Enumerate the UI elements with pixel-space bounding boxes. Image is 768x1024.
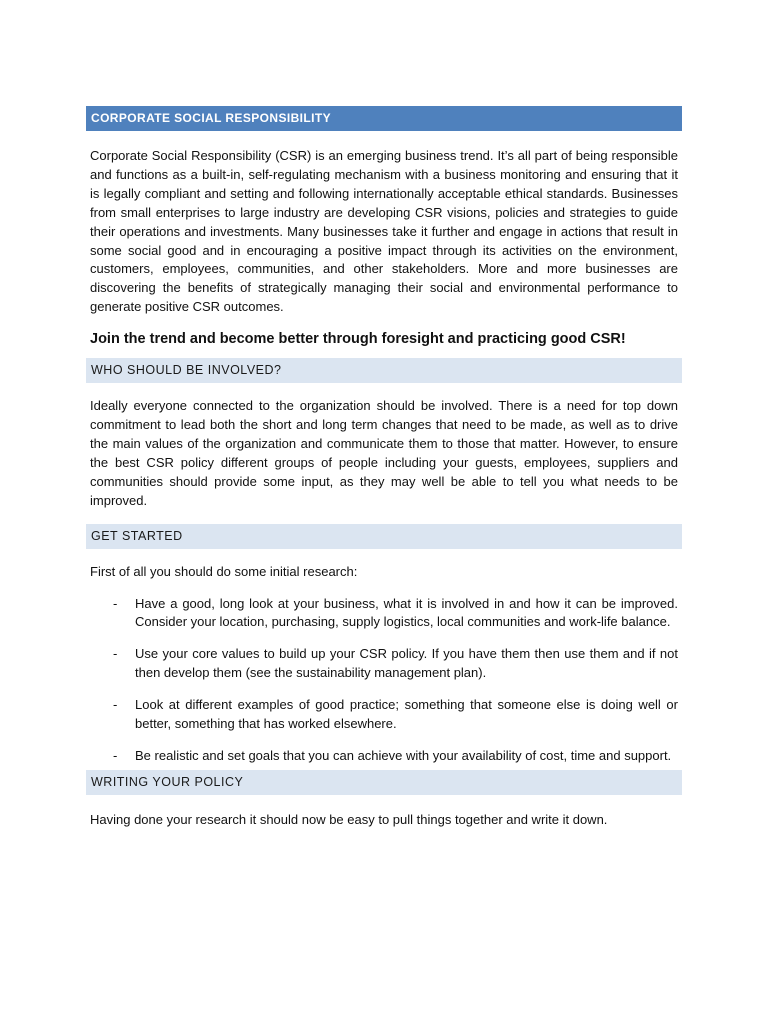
who-paragraph: Ideally everyone connected to the organization should be involved. There is a need for top down commitment to lead both the short and long term changes that need to be made, as well as to drive the main values of the organization and communicate them to those that matter. However, to ensure the best CSR policy different groups of people including your guests, employees, suppliers and communities should provide some input, as they may well be able to tell you what needs to be improved. (90, 398, 678, 508)
get-started-intro: First of all you should do some initial research: (90, 563, 358, 579)
bullet-dash: - (113, 747, 118, 763)
bullet-dash: - (113, 697, 118, 713)
section-heading-writing: WRITING YOUR POLICY (86, 770, 682, 795)
section-heading-who: WHO SHOULD BE INVOLVED? (86, 358, 682, 383)
document-page (86, 106, 682, 830)
section-heading-get-started: GET STARTED (86, 524, 682, 549)
csr-paragraph: Corporate Social Responsibility (CSR) is an emerging business trend. It’s all part of being responsible and functions as a built-in, self-regulating mechanism with a business monitoring and ensuring that it is legally compliant and setting and following internationally acceptable ethical standards. Businesses from small enterprises to large industry are developing CSR visions, policies and strategies to guide their operations and investments. Many businesses take it further and engage in actions that result in some social good and in encouraging a positive impact through its activities on the environment, customers, employees, communities, and other stakeholders. More and more businesses are discovering the benefits of strategically managing their social and environmental performance to generate positive CSR outcomes. (90, 148, 678, 315)
section-heading-csr: CORPORATE SOCIAL RESPONSIBILITY (86, 106, 682, 131)
list-item (86, 747, 682, 766)
list-item (86, 645, 682, 683)
list-item-text: Look at different examples of good practice; something that someone else is doing well or better, something that has worked elsewhere. (135, 697, 678, 732)
list-item (86, 696, 682, 734)
tagline: Join the trend and become better through foresight and practicing good CSR! (90, 331, 626, 348)
research-list (86, 595, 682, 766)
bullet-dash: - (113, 595, 118, 611)
list-item-text: Use your core values to build up your CSR policy. If you have them then use them and if not then develop them (see the sustainability management plan). (135, 646, 678, 681)
writing-paragraph: Having done your research it should now be easy to pull things together and write it down. (90, 811, 608, 827)
list-item (86, 595, 682, 633)
list-item-text: Be realistic and set goals that you can achieve with your availability of cost, time and support. (135, 747, 672, 763)
list-item-text: Have a good, long look at your business, what it is involved in and how it can be improved. Consider your location, purchasing, supply logistics, local communities and work-life balance. (135, 595, 678, 630)
bullet-dash: - (113, 646, 118, 662)
